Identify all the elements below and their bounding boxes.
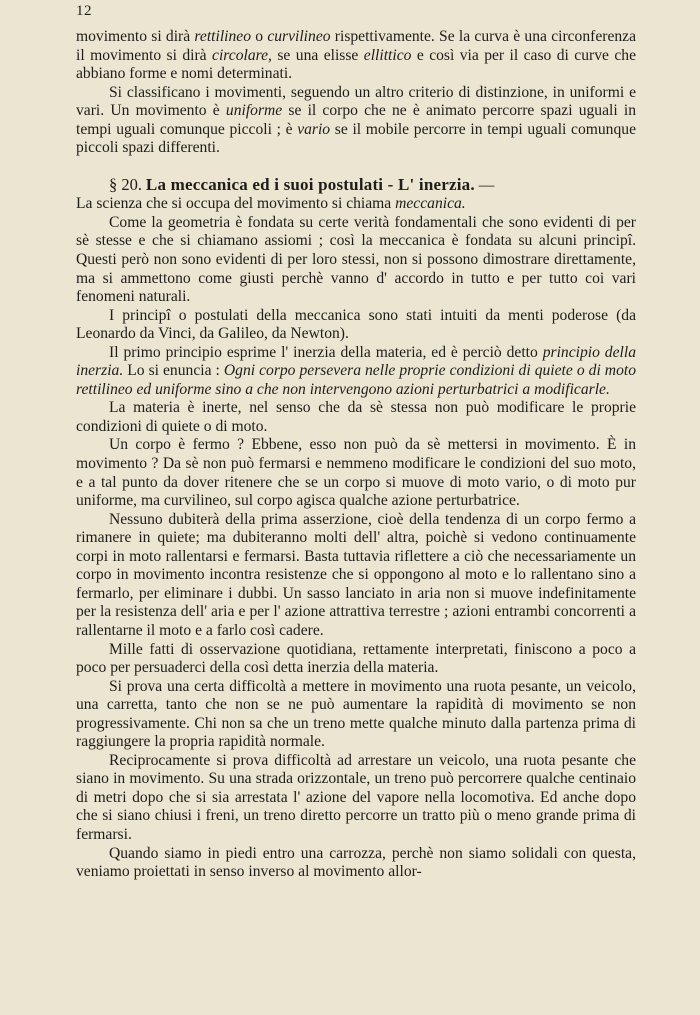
paragraph-geometry-axioms: Come la geometria è fondata su certe verità fondamentali che sono evidenti di per sè stesse e che si chiamano assiomi ; così la meccanica è fondata su alcuni principî. Questi però non sono evidenti di per loro stessi, non si possono dimostrare direttamente, ma si ammettono come giusti perchè vanno d' accordo in tutto e per tutto coi vari fenomeni naturali. — [76, 213, 636, 306]
paragraph-postulates: I principî o postulati della meccanica sono stati intuiti da menti poderose (da Leonardo da Vinci, da Galileo, da Newton). — [76, 306, 636, 343]
section-title: La meccanica ed i suoi postulati - L' inerzia. — [145, 174, 475, 194]
text-run: Il primo principio esprime l' inerzia della materia, ed è perciò detto — [109, 343, 543, 361]
text-run: o — [251, 28, 268, 45]
paragraph-carriage: Quando siamo in piedi entro una carrozza, perchè non siamo solidali con questa, veniamo proiettati in senso inverso al movimento allor- — [76, 844, 636, 881]
paragraph-doubts: Nessuno dubiterà della prima asserzione, cioè della tendenza di un corpo fermo a rimanere in quiete; ma dubiteranno molti dell' altra, poichè si vedono continuamente corpi in moto rallentarsi e fermarsi. Basta tuttavia riflettere a ciò che necessariamente un corpo in movimento incontra resistenze che si oppongono al moto e lo rallentano sino a fermarlo, per eliminare i dubbi. Un sasso lanciato in aria non si muove indefinitamente per la resistenza dell' aria e per l' azione attrattiva terrestre ; azioni entrambi concorrenti a rallentarne il moto e a farlo così cadere. — [76, 510, 636, 639]
text-run: e così via per il caso di curve che abbiano forme e nomi determinati. — [76, 46, 636, 83]
paragraph-wheel-difficulty: Si prova una certa difficoltà a mettere in movimento una ruota pesante, un veicolo, una carretta, tanto che non se ne può aumentare la rapidità di movimento se non progressivamente. Chi non sa che un treno mette qualche minuto dalla partenza prima di raggiungere la propria rapidità normale. — [76, 677, 636, 751]
italic-term: rettilineo — [194, 28, 252, 45]
paragraph-motion-types — [76, 28, 636, 84]
section-dash: — — [474, 176, 495, 194]
paragraph-mechanics-definition — [76, 195, 636, 214]
paragraph-inertia-principle — [76, 344, 636, 400]
italic-term: circolare, — [212, 46, 272, 64]
text-run: se il mobile percorre in tempi uguali comunque piccoli spazi differenti. — [76, 120, 636, 157]
paragraph-body-at-rest: Un corpo è fermo ? Ebbene, esso non può da sè mettersi in movimento. È in movimento ? Da sè non può fermarsi e nemmeno modificare le condizioni del suo moto, e a tal punto da dover ritenere che se un corpo si muove di moto vario, o di moto pur uniforme, ma curvilineo, sul corpo agisca qualche azione perturbatrice. — [76, 436, 636, 510]
italic-term: meccanica. — [395, 195, 466, 213]
italic-statement: Ogni corpo persevera nelle proprie condizioni di quiete o di moto rettilineo ed uniforme sino a che non intervengono azioni perturbatrici a modificarle. — [76, 362, 636, 398]
paragraph-daily-facts: Mille fatti di osservazione quotidiana, rettamente interpretati, finiscono a poco a poco per persuaderci della così detta inerzia della materia. — [76, 640, 636, 677]
text-run: movimento si dirà — [76, 28, 195, 45]
section-number: § 20. — [109, 174, 142, 194]
text-run: Lo si enuncia : — [123, 362, 224, 380]
italic-term: principio della inerzia. — [76, 343, 636, 380]
paragraph-uniform-varied — [76, 84, 636, 158]
text-run: La scienza che si occupa del movimento si chiama — [76, 195, 396, 213]
italic-term: curvilineo — [267, 28, 331, 45]
text-run: se una elisse — [271, 46, 364, 64]
page-content — [76, 28, 636, 882]
text-run: Si classificano i movimenti, seguendo un altro criterio di distinzione, in uniformi e vari. Un movimento è — [76, 83, 636, 120]
text-run: se il corpo che ne è animato percorre spazi uguali in tempi uguali comunque piccoli ; è — [76, 102, 637, 138]
italic-term: vario — [297, 120, 331, 138]
italic-term: uniforme — [225, 102, 283, 120]
page-number: 12 — [76, 3, 92, 19]
italic-term: ellittico — [363, 46, 412, 64]
paragraph-stopping-difficulty: Reciprocamente si prova difficoltà ad arrestare un veicolo, una ruota pesante che siano in movimento. Su una strada orizzontale, un treno può percorrere qualche centinaio di metri dopo che si sia arrestata l' azione del vapore nella locomotiva. Ed anche dopo che si siano chiusi i freni, un treno diretto percorre un tratto più o meno grande prima di fermarsi. — [76, 751, 636, 843]
text-run: rispettivamente. Se la curva è una circonferenza il movimento si dirà — [76, 28, 637, 64]
section-heading — [76, 176, 636, 196]
paragraph-inert-matter: La materia è inerte, nel senso che da sè stessa non può modificare le proprie condizioni di quiete o di moto. — [76, 399, 636, 435]
